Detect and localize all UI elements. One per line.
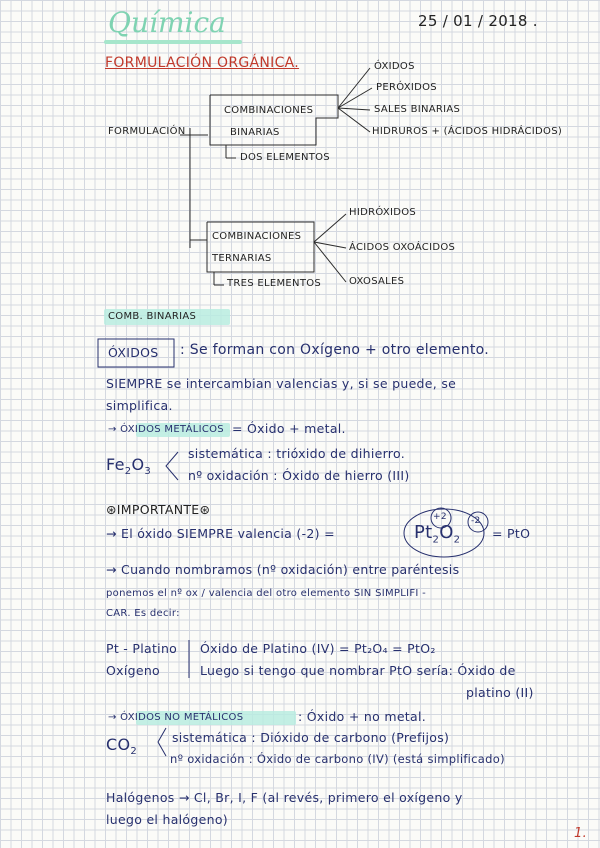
oxido-valencia: → El óxido SIEMPRE valencia (-2) = bbox=[106, 526, 335, 541]
metalicos-heading: → ÓXIDOS METÁLICOS bbox=[108, 424, 224, 435]
date: 25 / 01 / 2018 . bbox=[418, 12, 538, 30]
ternarias-line1: COMBINACIONES bbox=[212, 231, 302, 242]
fe2o3-sistematica: sistemática : trióxido de dihierro. bbox=[188, 446, 405, 461]
page-number: 1. bbox=[574, 826, 588, 841]
binarias-note: DOS ELEMENTOS bbox=[240, 152, 330, 163]
pt-charge: +2 bbox=[433, 512, 447, 522]
fe2o3-noxidacion: nº oxidación : Óxido de hierro (III) bbox=[188, 468, 410, 483]
binarias-line2: BINARIAS bbox=[230, 127, 280, 138]
co2-formula: $CO_2$ bbox=[106, 735, 138, 758]
binarias-item-3: SALES BINARIAS bbox=[374, 104, 461, 115]
pt-right-line3: platino (II) bbox=[466, 685, 534, 700]
siempre-line2: simplifica. bbox=[106, 398, 173, 413]
co2-noxidacion: nº oxidación : Óxido de carbono (IV) (está simplificado) bbox=[170, 752, 505, 766]
pt-left-line1: Pt - Platino bbox=[106, 641, 178, 656]
siempre-line1: SIEMPRE se intercambian valencias y, si se puede, se bbox=[106, 376, 457, 391]
ternarias-item-2: ÁCIDOS OXOÁCIDOS bbox=[349, 242, 456, 253]
fe2o3-formula: $Fe_2O_3$ bbox=[106, 455, 152, 478]
oxidos-label: ÓXIDOS bbox=[108, 345, 159, 360]
oxidos-definition: : Se forman con Oxígeno + otro elemento. bbox=[180, 342, 490, 358]
binarias-item-4: HIDRUROS + (ÁCIDOS HIDRÁCIDOS) bbox=[372, 126, 563, 137]
ternarias-line2: TERNARIAS bbox=[212, 253, 272, 264]
nometal-heading: → ÓXIDOS NO METÁLICOS bbox=[108, 712, 244, 723]
halogenos-line1: Halógenos → Cl, Br, I, F (al revés, primero el oxígeno y bbox=[106, 790, 463, 805]
nometal-definition: : Óxido + no metal. bbox=[298, 709, 427, 724]
section-heading: COMB. BINARIAS bbox=[108, 311, 197, 322]
pt-left-line2: Oxígeno bbox=[106, 663, 161, 678]
page-title: Química bbox=[108, 6, 226, 39]
binarias-item-2: PERÓXIDOS bbox=[376, 82, 437, 93]
ternarias-note: TRES ELEMENTOS bbox=[227, 278, 322, 289]
pt2o2-formula: $Pt_2O_2$ bbox=[414, 522, 461, 546]
binarias-line1: COMBINACIONES bbox=[224, 105, 314, 116]
ternarias-item-3: OXOSALES bbox=[349, 276, 405, 287]
cuando-line1: → Cuando nombramos (nº oxidación) entre paréntesis bbox=[106, 562, 460, 577]
halogenos-line2: luego el halógeno) bbox=[106, 812, 228, 827]
co2-sistematica: sistemática : Dióxido de carbono (Prefijos) bbox=[172, 730, 450, 745]
o-charge: -2 bbox=[471, 516, 481, 526]
root-label: FORMULACIÓN bbox=[108, 126, 186, 137]
metalicos-definition: = Óxido + metal. bbox=[232, 421, 346, 436]
subtitle: FORMULACIÓN ORGÁNICA. bbox=[105, 55, 300, 71]
binarias-item-1: ÓXIDOS bbox=[374, 61, 415, 72]
importante-label: ⊛IMPORTANTE⊛ bbox=[106, 502, 211, 517]
pt-right-line2: Luego si tengo que nombrar PtO sería: Óxido de bbox=[200, 663, 516, 678]
ternarias-item-1: HIDRÓXIDOS bbox=[349, 207, 417, 218]
pto-result: = PtO bbox=[492, 526, 531, 541]
pt-right-line1: Óxido de Platino (IV) = Pt₂O₄ = PtO₂ bbox=[200, 641, 436, 656]
cuando-line3: CAR. Es decir: bbox=[106, 608, 180, 619]
cuando-line2: ponemos el nº ox / valencia del otro elemento SIN SIMPLIFI - bbox=[106, 588, 427, 599]
